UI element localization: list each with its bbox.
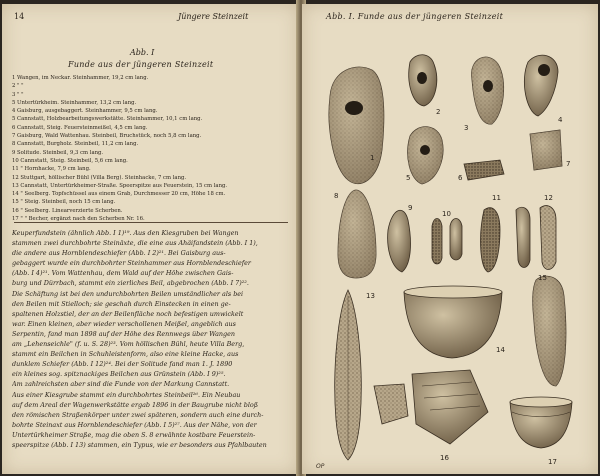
fig-label-12: 12	[544, 194, 553, 202]
section-divider	[14, 222, 288, 223]
body-line: Untertürkheimer Straße, mag die oben S. 8 erwähnte kostbare Feuerstein-	[12, 430, 256, 439]
fig-label-1: 1	[370, 154, 375, 162]
page-number: 14	[14, 12, 25, 21]
body-line: Keuperfundstein (ähnlich Abb. I 1)¹⁹. Aus den Kiesgruben bei Wangen	[12, 229, 239, 237]
fig-label-11: 11	[492, 194, 501, 202]
fig-label-16: 16	[440, 454, 449, 462]
caption-line: 11 " Hornhacke, 7,9 cm lang.	[12, 166, 91, 173]
fig-label-4: 4	[558, 116, 563, 124]
caption-line: 1 Wangen, im Neckar. Steinhammer, 19,2 cm lang.	[12, 75, 149, 81]
body-line: auf dem Areal der Wagenwerkstätte ergab 1896 in der Baugrube nicht bloß	[12, 400, 258, 409]
caption-line: 13 Cannstatt, Untertürkheimer-Straße. Speerspitze aus Feuerstein, 15 cm lang.	[12, 182, 228, 189]
artifact-17	[510, 397, 572, 448]
running-title: Jüngere Steinzeit	[178, 12, 249, 21]
artifact-2	[409, 55, 437, 106]
fig-label-9: 9	[408, 204, 413, 212]
artifact-8	[338, 190, 376, 278]
caption-line: 5 Untertürkheim. Steinhammer, 13,2 cm lang.	[12, 99, 137, 106]
body-line: burg und Dürrbach, stammt ein zierliches Beil, abgebrochen (Abb. I 7)²².	[12, 279, 249, 288]
caption-line: 2 " "	[12, 83, 24, 90]
artifact-3	[471, 57, 503, 124]
fig-label-3: 3	[464, 124, 469, 132]
fig-label-7: 7	[566, 160, 571, 168]
artifact-1	[329, 67, 384, 184]
fig-label-15: 15	[538, 274, 547, 282]
caption-line: 15 " Steig. Steinbeil, noch 15 cm lang.	[12, 199, 116, 206]
fig-label-6: 6	[458, 174, 463, 182]
figure-subheading: Funde aus der jüngeren Steinzeit	[68, 60, 214, 69]
body-line: Serpentin, fand man 1898 auf der Höhe des Rennwegs über Wangen	[12, 329, 236, 338]
body-line: Die Schäftung ist bei den undurchbohrten Beilen umständlicher als bei	[12, 289, 244, 298]
fig-label-13: 13	[366, 292, 375, 300]
caption-line: 14 " Seelberg. Topfschüssel aus einem Grab, Durchmesser 20 cm, Höhe 18 cm.	[12, 191, 226, 198]
caption-line: 6 Cannstatt, Steig. Feuersteinmeißel, 4,5 cm lang.	[12, 124, 148, 131]
fig-label-2: 2	[436, 108, 441, 116]
fig-label-8: 8	[334, 192, 339, 200]
artifact-4	[524, 55, 558, 116]
body-line: gebaggert wurde ein durchbohrter Steinhammer aus Hornblendeschiefer	[12, 259, 251, 268]
body-line: den römischen Straßenkörper unter zwei späteren, sondern auch eine durch-	[12, 410, 264, 419]
body-line: stammt ein Beilchen in Schuhleistenform, also eine kleine Hacke, aus	[12, 350, 239, 359]
body-line: stammen zwei durchbohrte Steinäxte, die eine aus Ahäifandstein (Abb. I 1),	[12, 239, 258, 248]
body-line: war. Einen kleinen, aber wieder verschollenen Meißel, angeblich aus	[12, 319, 236, 328]
artifact-9	[388, 210, 411, 272]
left-page	[2, 4, 298, 474]
artifact-7	[530, 130, 562, 170]
fig-label-5: 5	[406, 174, 411, 182]
artist-signature: OP	[316, 463, 325, 470]
body-line: Aus einer Kiesgrube stammt ein durchbohrtes Steinbeil²⁶. Ein Neubau	[12, 390, 241, 399]
body-line: den Beilen mit Stielloch; sie geschah durch Einstecken in einen ge-	[12, 299, 231, 308]
caption-line: 16 " Seelberg. Linearverzierte Scherben.	[12, 207, 123, 214]
artifact-6	[464, 160, 504, 180]
caption-line: 3 " "	[12, 91, 24, 98]
artifact-15	[533, 276, 566, 386]
artifact-16	[374, 370, 488, 444]
caption-line: 10 Cannstatt, Steig. Steinbeil, 5,6 cm lang.	[12, 157, 128, 164]
fig-label-10: 10	[442, 210, 451, 218]
caption-list	[12, 74, 294, 223]
body-line: spaltenen Holzstiel, der an der Beilenfläche noch befestigen umwickelt	[12, 309, 244, 318]
body-line: bohrte Steinaxt aus Hornblendeschiefer (Abb. I 5)²⁷. Aus der Nähe, von der	[12, 420, 257, 429]
figure-heading: Abb. I	[130, 48, 155, 57]
artifact-13	[335, 290, 362, 460]
caption-line: 8 Cannstatt, Burgholz. Steinbeil, 11,2 cm lang.	[12, 141, 139, 148]
caption-line: 9 Solitude. Steinbeil, 9,3 cm lang.	[12, 149, 104, 156]
artifact-5	[408, 127, 443, 184]
fig-label-17: 17	[548, 458, 557, 466]
artifact-12	[516, 206, 556, 270]
fig-label-14: 14	[496, 346, 505, 354]
caption-line: 5 Cannstatt, Holzbearbeitungswerkstätte. Steinhammer, 10,1 cm lang.	[12, 116, 203, 123]
body-line: ein kleines sog. spitznackiges Beilchen aus Grünstein (Abb. I 9)²⁵.	[12, 370, 226, 379]
plate-running-head: Abb. I. Funde aus der jüngeren Steinzeit	[326, 12, 504, 21]
caption-line: 4 Gaisburg, ausgebaggert. Steinhammer, 9,5 cm lang.	[12, 108, 158, 115]
body-text	[12, 228, 292, 450]
body-line: (Abb. I 4)²¹. Vom Wattenhau, dem Wald auf der Höhe zwischen Gais-	[12, 269, 234, 278]
caption-line: 12 Stuttgart, höllischer Bühl (Villa Berg). Steinhacke, 7 cm lang.	[12, 174, 187, 181]
body-line: speerspitze (Abb. I 13) stammen, ein Typus, wie er besonders aus Pfahlbauten	[12, 440, 267, 449]
body-line: dunklem Schiefer (Abb. I 12)²⁴. Bei der Solitude fand man 1. J. 1890	[12, 360, 233, 369]
artifact-14	[404, 286, 502, 358]
body-line: Am zahlreichsten aber sind die Funde von der Markung Cannstatt.	[12, 380, 230, 389]
artifact-plate	[312, 40, 592, 472]
artifact-11	[481, 208, 500, 272]
body-line: am „Lehenseichle" (f. u. S. 28)²³. Vom höllischen Bühl, heute Villa Berg,	[12, 340, 245, 349]
caption-line: 7 Gaisburg, Wald Wattenhau. Steinbeil, Bruchstück, noch 5,8 cm lang.	[12, 133, 202, 140]
artifact-10	[432, 219, 462, 265]
body-line: die andere aus Hornblendeschiefer (Abb. I 2)²¹. Bei Gaisburg aus-	[12, 249, 226, 258]
caption-line: 17 " " Becher, ergänzt nach den Scherben Nr. 16.	[12, 216, 145, 223]
